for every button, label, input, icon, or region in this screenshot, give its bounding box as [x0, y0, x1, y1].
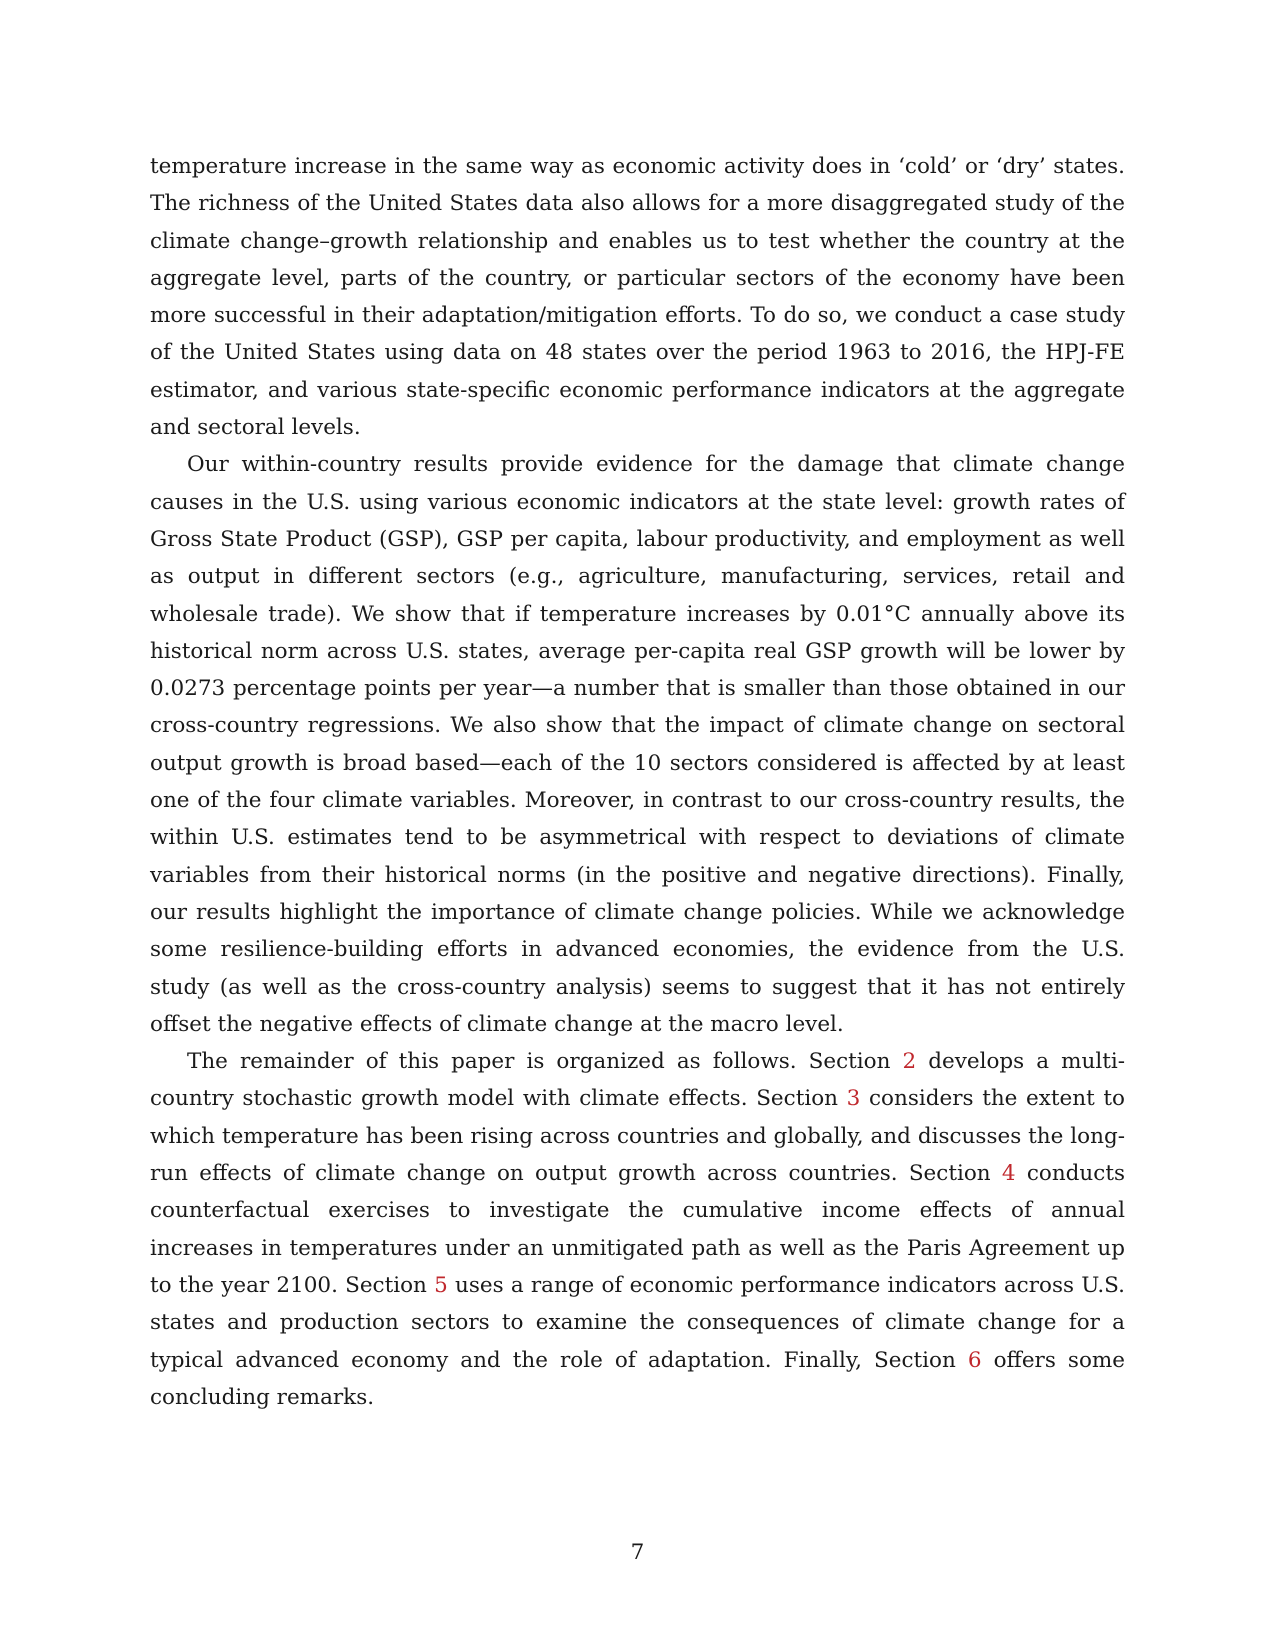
- org-text-6: offers some concluding remarks.: [150, 1347, 1126, 1410]
- org-text-3: considers the extent to which temperature has been rising across countries and globally, and discusses the long-run effects of climate change on output growth across countries. Section: [150, 1086, 1125, 1187]
- section-2-link[interactable]: 2: [902, 1049, 917, 1075]
- section-3-link[interactable]: 3: [846, 1086, 861, 1112]
- section-4-link[interactable]: 4: [1001, 1161, 1016, 1187]
- org-text-1: The remainder of this paper is organized as follows. Section: [187, 1049, 903, 1075]
- section-6-link[interactable]: 6: [967, 1347, 982, 1373]
- org-text-2: develops a multi-country stochastic growth model with climate effects. Section: [150, 1049, 1125, 1112]
- paragraph-adaptation-context: temperature increase in the same way as economic activity does in ‘cold’ or ‘dry’ states. The richness of the United States data also allows for a more disaggregated study of the climate change–growth relationship and enables us to test whether the country at the aggregate level, parts of the country, or particular sectors of the economy have been more successful in their adaptation/mitigation efforts. To do so, we conduct a case study of the United States using data on 48 states over the period 1963 to 2016, the HPJ-FE estimator, and various state-specific economic performance indicators at the aggregate and sectoral levels.: [150, 154, 1125, 441]
- org-text-4: conducts counterfactual exercises to investigate the cumulative income effects of annual increases in temperatures under an unmitigated path as well as the Paris Agreement up to the year 2100. Section: [150, 1161, 1125, 1298]
- section-5-link[interactable]: 5: [434, 1272, 448, 1298]
- page-body: [150, 148, 1125, 1416]
- paragraph-within-country-results: Our within-country results provide evidence for the damage that climate change causes in the U.S. using various economic indicators at the state level: growth rates of Gross State Product (GSP), GSP per capita, labour productivity, and employment as well as output in different sectors (e.g., agriculture, manufacturing, services, retail and wholesale trade). We show that if temperature increases by 0.01°C annually above its historical norm across U.S. states, average per-capita real GSP growth will be lower by 0.0273 percentage points per year—a number that is smaller than those obtained in our cross-country regressions. We also show that the impact of climate change on sectoral output growth is broad based—each of the 10 sectors considered is affected by at least one of the four climate variables. Moreover, in contrast to our cross-country results, the within U.S. estimates tend to be asymmetrical with respect to deviations of climate variables from their historical norms (in the positive and negative directions). Finally, our results highlight the importance of climate change policies. While we acknowledge some resilience-building efforts in advanced economies, the evidence from the U.S. study (as well as the cross-country analysis) seems to suggest that it has not entirely offset the negative effects of climate change at the macro level.: [150, 452, 1125, 1037]
- paragraph-paper-organization: [150, 1043, 1125, 1416]
- page-number: 7: [630, 1540, 645, 1565]
- org-text-5: uses a range of economic performance indicators across U.S. states and production sectors to examine the consequences of climate change for a typical advanced economy and the role of adaptation. Finally, Section: [150, 1272, 1125, 1373]
